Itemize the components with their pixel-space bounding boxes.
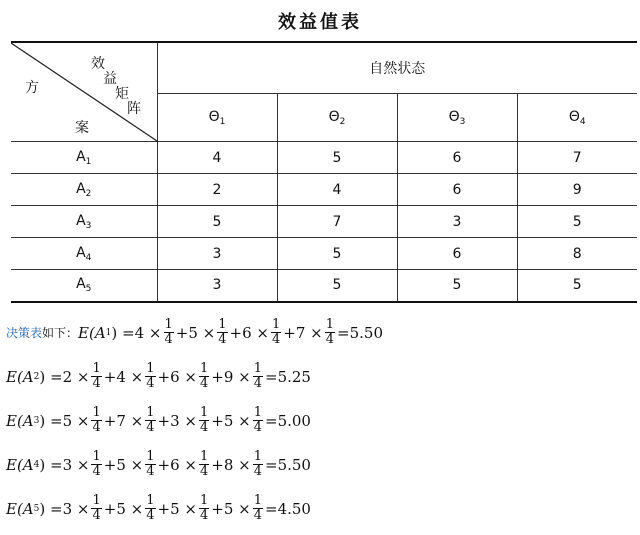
- formula-fraction: [91, 494, 101, 523]
- row-label: $A_1$: [11, 142, 157, 174]
- fraction-denominator: 4: [199, 464, 209, 479]
- fraction-denominator: 4: [199, 420, 209, 435]
- table-cell: 5: [277, 270, 397, 302]
- formula-fraction: [199, 450, 209, 479]
- fraction-numerator: 1: [253, 361, 262, 376]
- fraction-numerator: 1: [218, 317, 227, 332]
- formula-operator: +: [211, 499, 224, 518]
- table-cell: 5: [517, 206, 637, 238]
- formula-coefficient: 5 ×: [170, 499, 197, 518]
- state-header-3: $\Theta_3$: [397, 94, 517, 142]
- formula-subscript: 3: [33, 415, 40, 426]
- formula-operator: +: [103, 367, 117, 386]
- formula-operator: +: [157, 455, 171, 474]
- table-cell: 6: [397, 174, 517, 206]
- formula-operator: =: [265, 455, 278, 474]
- formula-coefficient: 5 ×: [62, 411, 90, 430]
- fraction-numerator: 1: [253, 493, 262, 508]
- table-cell: 2: [157, 174, 277, 206]
- formula-result: 5.25: [277, 367, 311, 386]
- state-header-1: $\Theta_1$: [157, 94, 277, 142]
- fraction-denominator: 4: [146, 508, 155, 523]
- corner-label-2: 益: [103, 71, 117, 87]
- formula-result: 5.50: [277, 455, 311, 474]
- formula-fraction: [91, 362, 101, 391]
- formula-operator: +: [157, 367, 171, 386]
- row-label: $A_5$: [11, 270, 157, 302]
- formula-fraction: [199, 494, 209, 523]
- formula-result: 5.00: [277, 411, 311, 430]
- table-cell: 3: [397, 206, 517, 238]
- formula-fraction: [145, 450, 155, 479]
- intro-text: 如下：: [42, 326, 79, 340]
- formula-coefficient: 9 ×: [223, 367, 251, 386]
- corner-header: [11, 42, 157, 142]
- fraction-denominator: 4: [92, 508, 101, 523]
- row-label: $A_2$: [11, 174, 157, 206]
- formula-subscript: 2: [33, 371, 40, 382]
- corner-label-bottom: 案: [75, 120, 89, 136]
- formula-label: E(A: [6, 411, 34, 430]
- fraction-numerator: 1: [146, 493, 155, 508]
- table-cell: 5: [397, 270, 517, 302]
- formula-coefficient: 3 ×: [170, 411, 197, 430]
- table-row: [11, 238, 637, 270]
- formula-coefficient: 2 ×: [62, 367, 90, 386]
- formula-operator: +: [229, 323, 243, 342]
- table-row: [11, 142, 637, 174]
- table-cell: 5: [517, 270, 637, 302]
- formula-coefficient: 6 ×: [170, 455, 197, 474]
- row-label: $A_3$: [11, 206, 157, 238]
- formula-operator: +: [175, 323, 189, 342]
- formula-fraction: [91, 450, 101, 479]
- formula-result: 5.50: [349, 323, 384, 342]
- fraction-numerator: 1: [325, 317, 335, 332]
- payoff-table: [11, 41, 637, 303]
- formula-fraction: [271, 318, 281, 347]
- fraction-denominator: 4: [253, 420, 262, 435]
- formula-fraction: [199, 362, 209, 391]
- formula-coefficient: 4 ×: [134, 323, 162, 342]
- fraction-denominator: 4: [272, 332, 281, 347]
- fraction-denominator: 4: [253, 464, 262, 479]
- formula-equals: ) =: [39, 499, 63, 518]
- fraction-numerator: 1: [253, 449, 262, 464]
- formula-fraction: [325, 318, 335, 347]
- corner-label-4: 阵: [127, 101, 141, 117]
- formula-subscript: 1: [105, 327, 112, 338]
- formula-coefficient: 5 ×: [188, 323, 216, 342]
- fraction-numerator: 1: [199, 493, 209, 508]
- formula-fraction: [145, 362, 155, 391]
- table-cell: 3: [157, 238, 277, 270]
- formula-fraction: [199, 406, 209, 435]
- formula-operator: +: [211, 411, 224, 430]
- formula-operator: =: [265, 367, 278, 386]
- fraction-denominator: 4: [92, 376, 101, 391]
- table-row: [11, 206, 637, 238]
- fraction-numerator: 1: [92, 493, 101, 508]
- fraction-numerator: 1: [272, 317, 281, 332]
- formula-equals: ) =: [39, 367, 63, 386]
- fraction-numerator: 1: [146, 405, 155, 420]
- formula-subscript: 5: [33, 503, 40, 514]
- formula-label: E(A: [6, 367, 34, 386]
- corner-label-1: 效: [91, 56, 105, 72]
- formula-coefficient: 8 ×: [223, 455, 251, 474]
- state-header-2: $\Theta_2$: [277, 94, 397, 142]
- formula-fraction: [91, 406, 101, 435]
- formula-equals: ) =: [39, 455, 63, 474]
- table-row: [11, 174, 637, 206]
- formula-coefficient: 3 ×: [62, 499, 90, 518]
- formula-fraction: [253, 494, 263, 523]
- corner-label-row: 方: [25, 80, 39, 96]
- fraction-denominator: 4: [146, 376, 155, 391]
- fraction-numerator: 1: [92, 405, 101, 420]
- fraction-denominator: 4: [253, 508, 262, 523]
- formula-fraction: [217, 318, 227, 347]
- formula-operator: +: [103, 411, 117, 430]
- formula-line: [6, 362, 311, 391]
- formula-coefficient: 5 ×: [223, 499, 251, 518]
- formula-coefficient: 5 ×: [116, 455, 144, 474]
- formula-line: [6, 406, 311, 435]
- formula-operator: =: [337, 323, 350, 342]
- formula-result: 4.50: [277, 499, 311, 518]
- fraction-denominator: 4: [253, 376, 262, 391]
- formula-coefficient: 4 ×: [116, 367, 144, 386]
- table-cell: 5: [157, 206, 277, 238]
- formula-fraction: [253, 450, 263, 479]
- fraction-denominator: 4: [146, 420, 155, 435]
- fraction-numerator: 1: [146, 449, 155, 464]
- fraction-denominator: 4: [92, 420, 101, 435]
- table-cell: 6: [397, 238, 517, 270]
- fraction-numerator: 1: [199, 361, 209, 376]
- formula-coefficient: 5 ×: [116, 499, 144, 518]
- fraction-numerator: 1: [146, 361, 155, 376]
- state-group-header: 自然状态: [157, 42, 637, 94]
- fraction-numerator: 1: [253, 405, 262, 420]
- corner-label-3: 矩: [115, 86, 129, 102]
- formula-fraction: [145, 406, 155, 435]
- formula-subscript: 4: [33, 459, 40, 470]
- table-cell: 9: [517, 174, 637, 206]
- formula-coefficient: 6 ×: [170, 367, 197, 386]
- fraction-denominator: 4: [325, 332, 335, 347]
- formula-operator: +: [283, 323, 296, 342]
- table-cell: 7: [277, 206, 397, 238]
- formula-operator: +: [211, 455, 224, 474]
- fraction-denominator: 4: [218, 332, 227, 347]
- table-cell: 4: [157, 142, 277, 174]
- fraction-numerator: 1: [92, 449, 101, 464]
- fraction-denominator: 4: [199, 376, 209, 391]
- formula-line: [6, 318, 383, 347]
- fraction-numerator: 1: [199, 405, 209, 420]
- fraction-denominator: 4: [199, 508, 209, 523]
- formula-fraction: [164, 318, 174, 347]
- formula-operator: +: [103, 455, 117, 474]
- formula-fraction: [253, 362, 263, 391]
- formula-operator: +: [211, 367, 224, 386]
- formula-operator: +: [157, 499, 171, 518]
- table-cell: 8: [517, 238, 637, 270]
- table-cell: 5: [277, 238, 397, 270]
- formula-label: E(A: [78, 323, 106, 342]
- formula-coefficient: 7 ×: [295, 323, 323, 342]
- formula-fraction: [253, 406, 263, 435]
- formula-coefficient: 7 ×: [116, 411, 144, 430]
- formula-operator: +: [157, 411, 171, 430]
- formula-coefficient: 5 ×: [223, 411, 251, 430]
- formula-equals: ) =: [111, 323, 135, 342]
- formula-line: [6, 494, 311, 523]
- formula-coefficient: 3 ×: [62, 455, 90, 474]
- formula-label: E(A: [6, 499, 34, 518]
- row-label: $A_4$: [11, 238, 157, 270]
- table-cell: 5: [277, 142, 397, 174]
- table-cell: 6: [397, 142, 517, 174]
- table-row: [11, 270, 637, 302]
- table-cell: 7: [517, 142, 637, 174]
- fraction-denominator: 4: [164, 332, 173, 347]
- formula-label: E(A: [6, 455, 34, 474]
- fraction-numerator: 1: [92, 361, 101, 376]
- fraction-denominator: 4: [146, 464, 155, 479]
- formula-line: [6, 450, 311, 479]
- formula-operator: =: [265, 411, 278, 430]
- fraction-denominator: 4: [92, 464, 101, 479]
- formula-coefficient: 6 ×: [242, 323, 269, 342]
- table-cell: 3: [157, 270, 277, 302]
- table-cell: 4: [277, 174, 397, 206]
- fraction-numerator: 1: [164, 317, 173, 332]
- formula-operator: +: [103, 499, 117, 518]
- table-title: 效益值表: [278, 12, 362, 33]
- state-header-4: $\Theta_4$: [517, 94, 637, 142]
- formula-equals: ) =: [39, 411, 63, 430]
- decision-table-link[interactable]: 决策表: [6, 326, 43, 340]
- formula-fraction: [145, 494, 155, 523]
- fraction-numerator: 1: [199, 449, 209, 464]
- formula-operator: =: [265, 499, 278, 518]
